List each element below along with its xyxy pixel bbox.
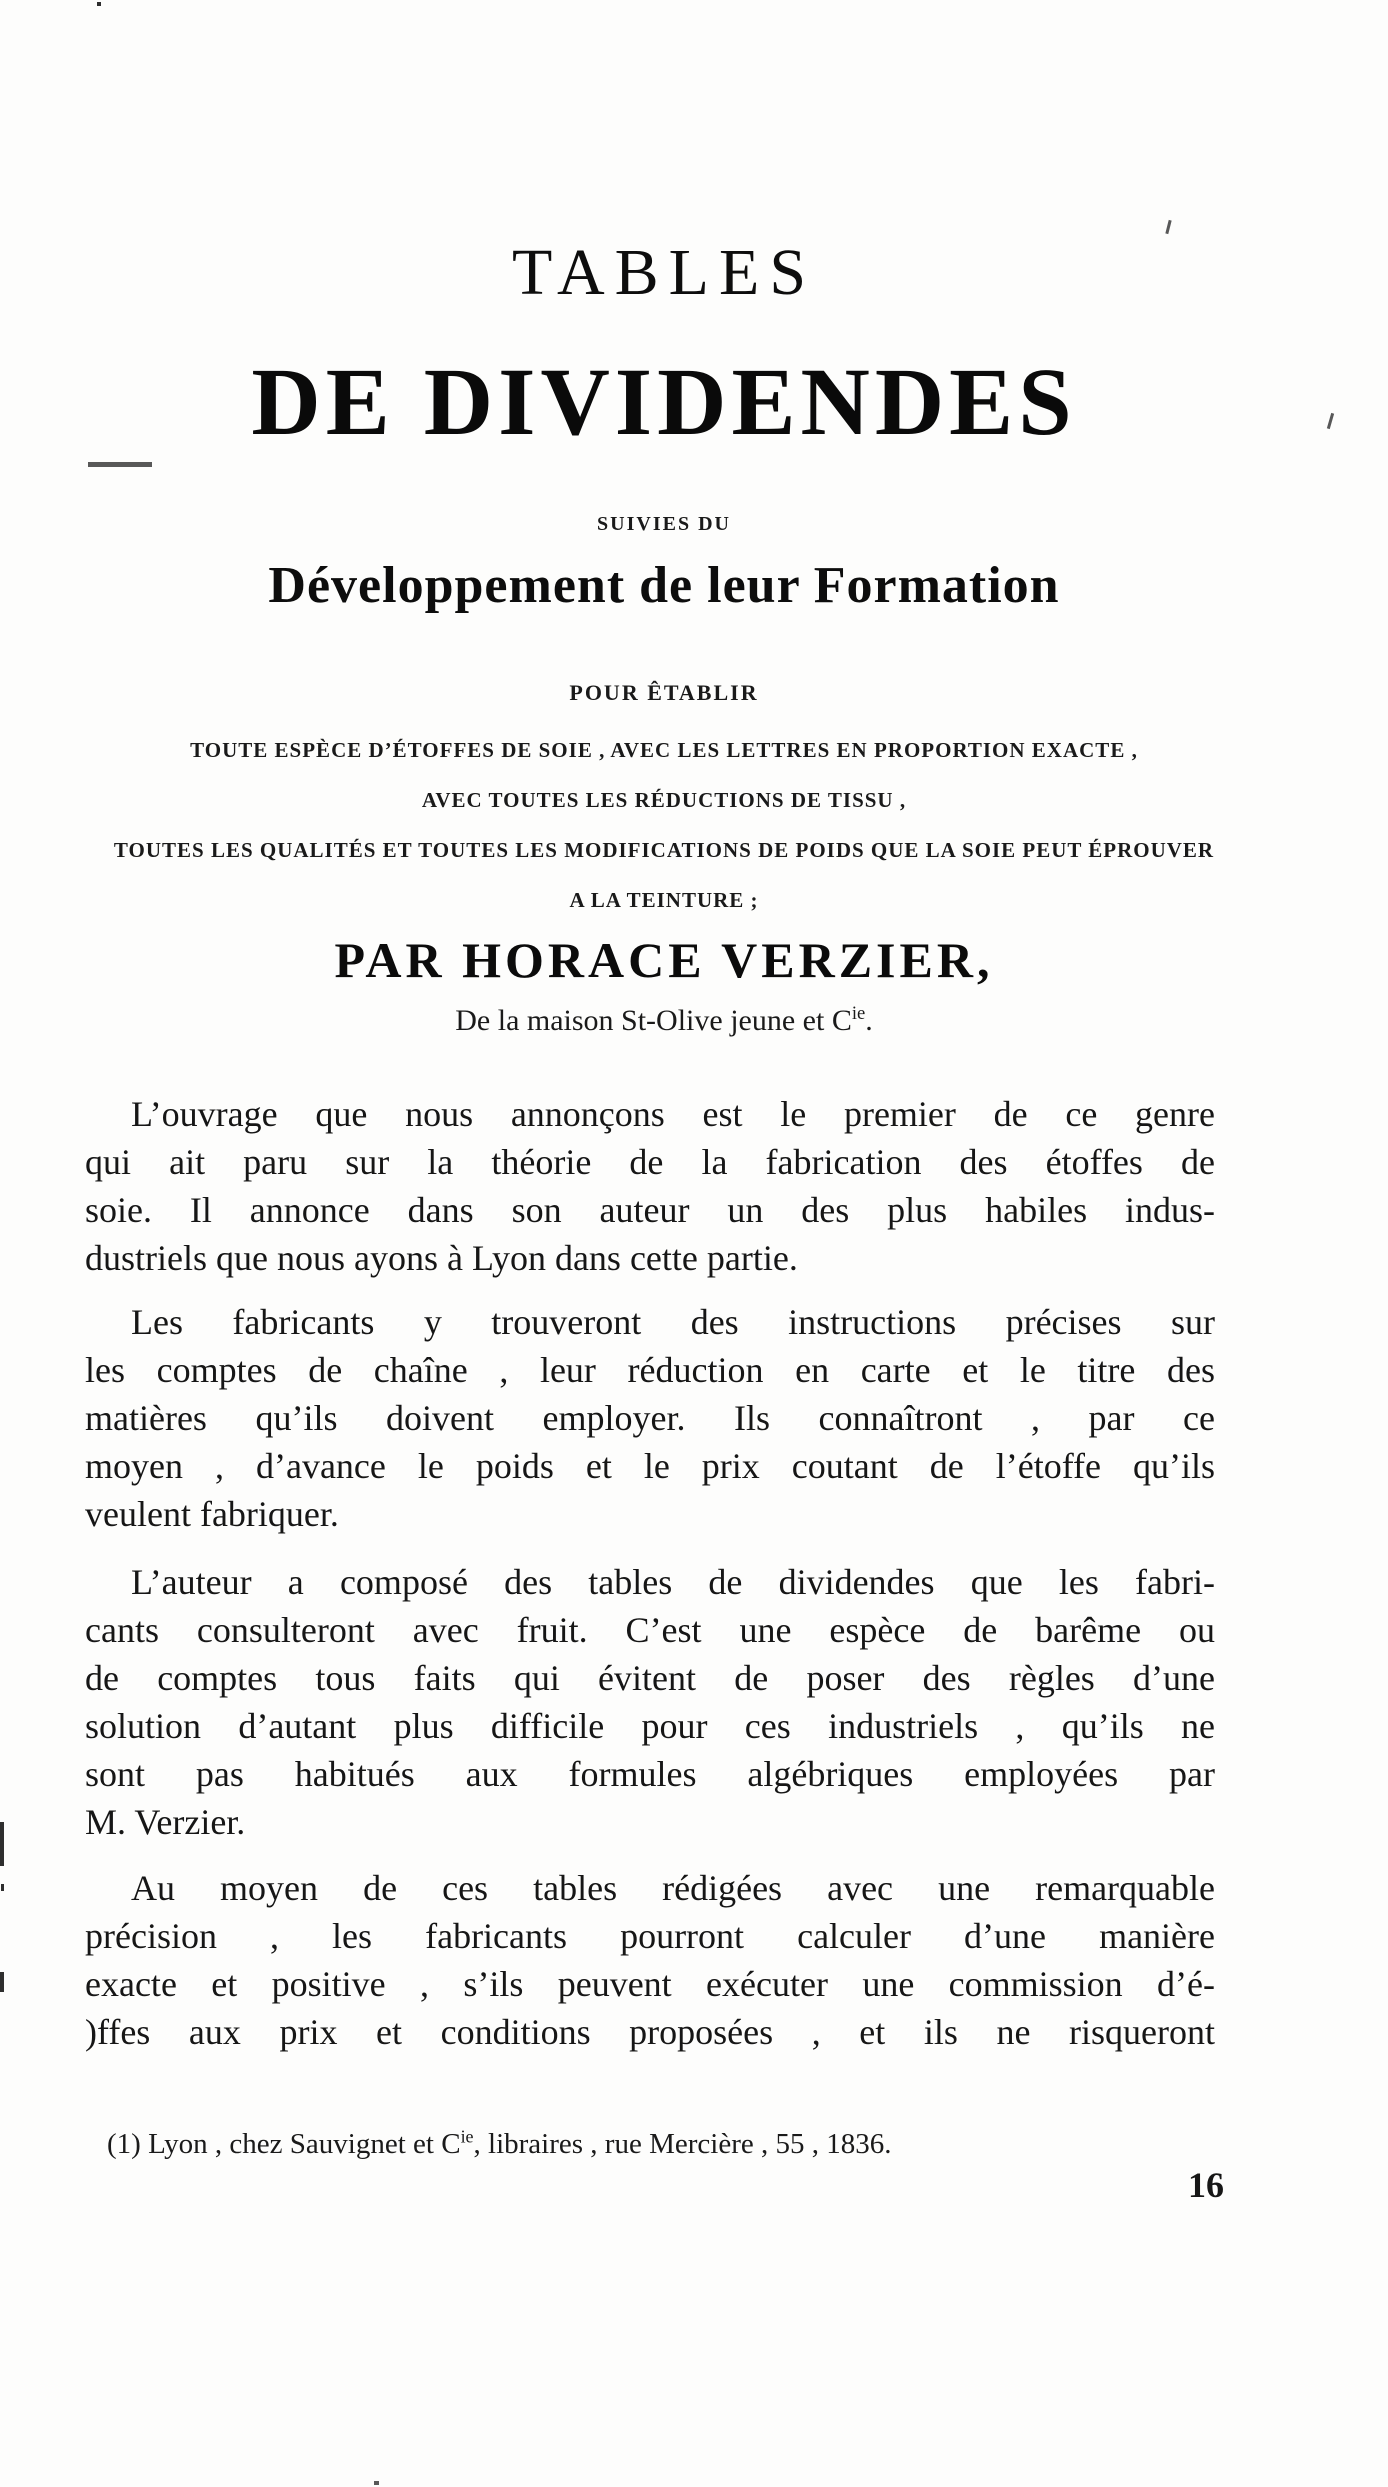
body-line: précision , les fabricants pourront calculer d’une manière bbox=[85, 1916, 1215, 1956]
body-line: qui ait paru sur la théorie de la fabrication des étoffes de bbox=[85, 1142, 1215, 1182]
purpose-line: A LA TEINTURE ; bbox=[569, 888, 759, 912]
scan-artifact bbox=[0, 1972, 4, 1992]
scan-artifact bbox=[374, 2481, 379, 2485]
body-line: sont pas habitués aux formules algébriques employées par bbox=[85, 1754, 1215, 1794]
body-line: cants consulteront avec fruit. C’est une espèce de barême ou bbox=[85, 1610, 1215, 1650]
purpose-line: TOUTES LES QUALITÉS ET TOUTES LES MODIFICATIONS DE POIDS QUE LA SOIE PEUT ÉPROUVER bbox=[113, 838, 1215, 862]
series-note: SUIVIES DU bbox=[597, 513, 731, 535]
purpose-line: AVEC TOUTES LES RÉDUCTIONS DE TISSU , bbox=[421, 788, 907, 812]
body-line: veulent fabriquer. bbox=[85, 1494, 339, 1534]
scan-artifact bbox=[0, 1822, 4, 1866]
body-line: )ffes aux prix et conditions proposées , et ils ne risqueront bbox=[85, 2012, 1215, 2052]
footnote-superscript: ie bbox=[460, 2126, 474, 2147]
body-line: dustriels que nous ayons à Lyon dans cette partie. bbox=[85, 1238, 798, 1278]
subtitle: Développement de leur Formation bbox=[268, 557, 1060, 614]
body-paragraph-4 bbox=[85, 1864, 1215, 2056]
body-line: les comptes de chaîne , leur réduction en carte et le titre des bbox=[85, 1350, 1215, 1390]
affiliation-period: . bbox=[865, 1004, 873, 1037]
page-number: 16 bbox=[1188, 2165, 1224, 2205]
body-line: L’ouvrage que nous annonçons est le premier de ce genre bbox=[131, 1094, 1215, 1134]
affiliation-text: De la maison St-Olive jeune et C bbox=[455, 1004, 852, 1037]
body-line: Au moyen de ces tables rédigées avec une remarquable bbox=[131, 1868, 1215, 1908]
body-line: matières qu’ils doivent employer. Ils connaîtront , par ce bbox=[85, 1398, 1215, 1438]
footnote-text: (1) Lyon , chez Sauvignet et C bbox=[107, 2128, 461, 2160]
book-title-line2: DE DIVIDENDES bbox=[251, 348, 1077, 455]
footnote bbox=[85, 2126, 1215, 2162]
body-line: exacte et positive , s’ils peuvent exécuter une commission d’é- bbox=[85, 1964, 1215, 2004]
body-line: soie. Il annonce dans son auteur un des plus habiles indus- bbox=[85, 1190, 1215, 1230]
body-line: M. Verzier. bbox=[85, 1802, 246, 1842]
purpose-heading: POUR ÊTABLIR bbox=[569, 680, 759, 705]
affiliation bbox=[113, 1004, 1215, 1038]
scan-artifact bbox=[1327, 413, 1334, 429]
body-paragraph-2 bbox=[85, 1298, 1215, 1538]
body-paragraph-1 bbox=[85, 1090, 1215, 1282]
body-line: de comptes tous faits qui évitent de poser des règles d’une bbox=[85, 1658, 1215, 1698]
scan-artifact bbox=[1, 1884, 4, 1891]
byline: PAR HORACE VERZIER, bbox=[334, 932, 994, 988]
affiliation-superscript: ie bbox=[851, 1003, 866, 1024]
body-line: L’auteur a composé des tables de dividendes que les fabri- bbox=[131, 1562, 1215, 1602]
footnote-text-end: , libraires , rue Mercière , 55 , 1836. bbox=[473, 2128, 892, 2160]
body-line: solution d’autant plus difficile pour ces industriels , qu’ils ne bbox=[85, 1706, 1215, 1746]
body-line: moyen , d’avance le poids et le prix coutant de l’étoffe qu’ils bbox=[85, 1446, 1215, 1486]
purpose-line: TOUTE ESPÈCE D’ÉTOFFES DE SOIE , AVEC LES LETTRES EN PROPORTION EXACTE , bbox=[190, 738, 1138, 762]
body-paragraph-3 bbox=[85, 1558, 1215, 1846]
body-line: Les fabricants y trouveront des instructions précises sur bbox=[131, 1302, 1215, 1342]
book-title-line1: TABLES bbox=[511, 236, 817, 309]
